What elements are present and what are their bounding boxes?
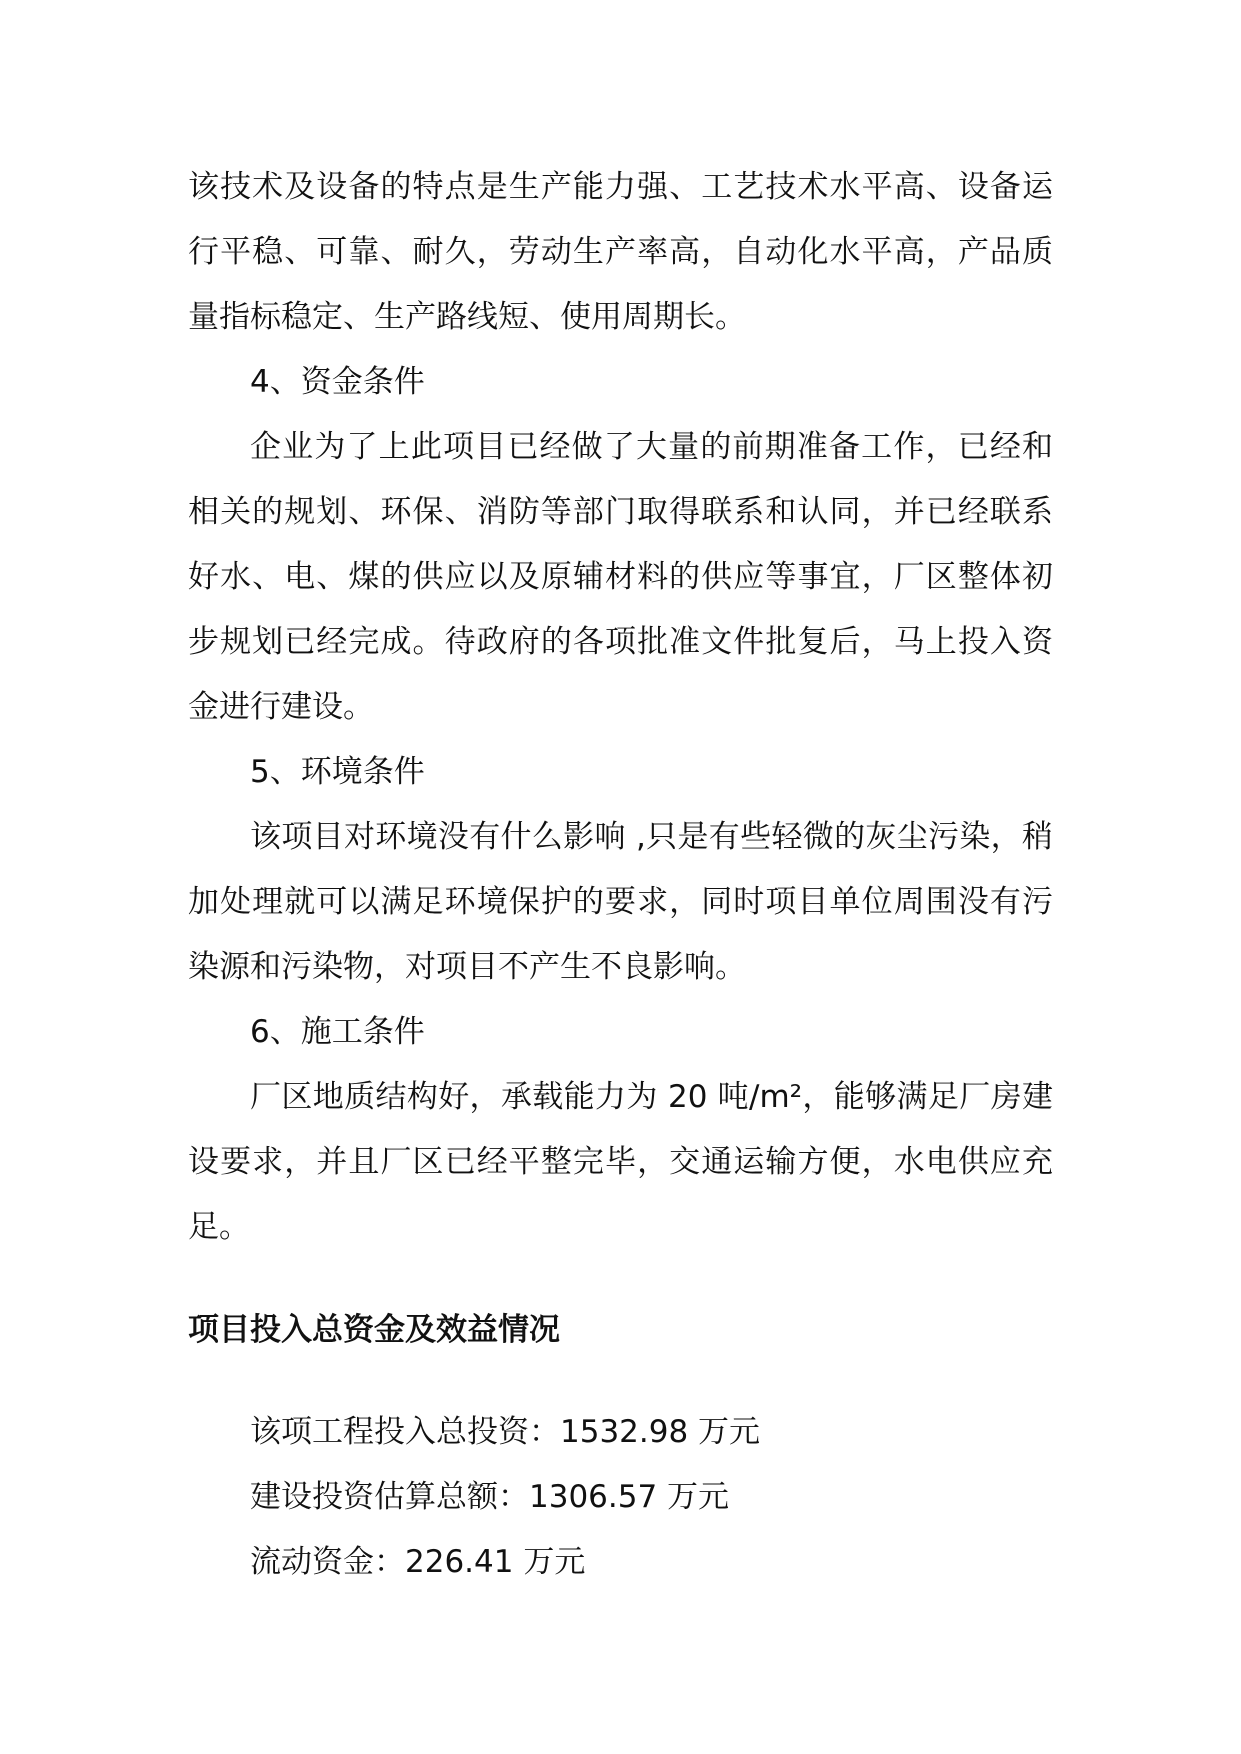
investment-section-title: 项目投入总资金及效益情况 (188, 1312, 560, 1348)
section-body-construction: 厂区地质结构好，承载能力为 20 吨/m²，能够满足厂房建设要求，并且厂区已经平整完毕，交通运输方便，水电供应充足。 (188, 1079, 1053, 1245)
construction-investment-line: 建设投资估算总额：1306.57 万元 (250, 1479, 730, 1515)
section-body-environment: 该项目对环境没有什么影响 ,只是有些轻微的灰尘污染，稍加处理就可以满足环境保护的要求，同时项目单位周围没有污染源和污染物，对项目不产生不良影响。 (188, 819, 1053, 985)
investment-figures (188, 1400, 1053, 1595)
section-heading-environment: 5、环境条件 (250, 754, 425, 790)
section-heading-construction: 6、施工条件 (250, 1014, 425, 1050)
section-heading-funding: 4、资金条件 (250, 364, 425, 400)
section-body-funding: 企业为了上此项目已经做了大量的前期准备工作，已经和相关的规划、环保、消防等部门取得联系和认同，并已经联系好水、电、煤的供应以及原辅材料的供应等事宜，厂区整体初步规划已经完成。待政府的各项批准文件批复后，马上投入资金进行建设。 (188, 429, 1053, 725)
intro-paragraph: 该技术及设备的特点是生产能力强、工艺技术水平高、设备运行平稳、可靠、耐久，劳动生产率高，自动化水平高，产品质量指标稳定、生产路线短、使用周期长。 (188, 169, 1053, 335)
page-content (188, 155, 1053, 1595)
working-capital-line: 流动资金：226.41 万元 (250, 1544, 586, 1580)
total-investment-line: 该项工程投入总投资：1532.98 万元 (250, 1414, 761, 1450)
